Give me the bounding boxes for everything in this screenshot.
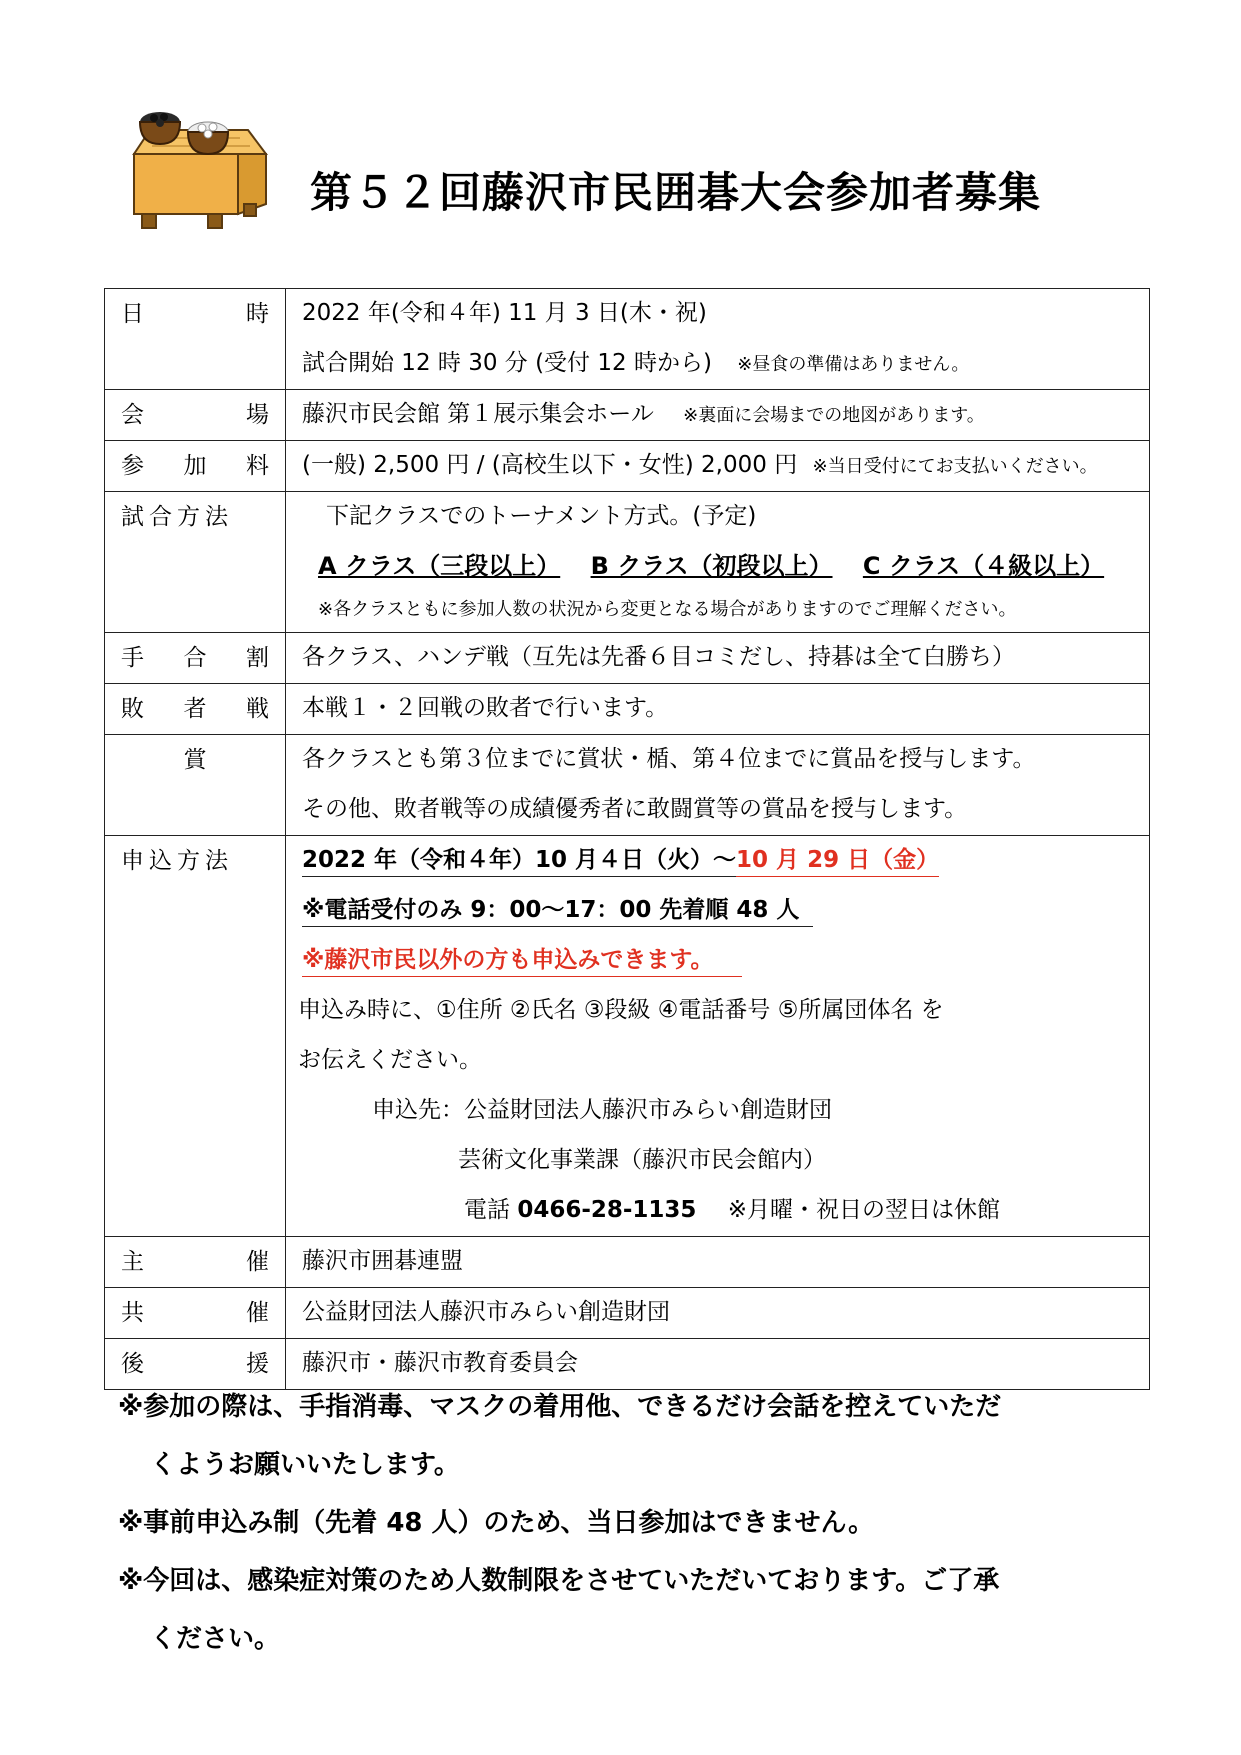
row-method	[105, 492, 1150, 633]
handicap-text: 各クラス、ハンデ戦（互先は先番６目コミだし、持碁は全て白勝ち）	[302, 644, 1015, 670]
prize-line1: 各クラスとも第３位までに賞状・楯、第４位までに賞品を授与します。	[302, 746, 1036, 772]
phone-number: 0466-28-1135	[517, 1197, 697, 1223]
apply-destination: 申込先：公益財団法人藤沢市みらい創造財団	[372, 1097, 832, 1123]
label-cohost: 共 催	[105, 1288, 286, 1339]
note-limit-line1: ※今回は、感染症対策のため人数制限をさせていただいております。ご了承	[118, 1566, 1000, 1596]
lunch-note: ※昼食の準備はありません。	[737, 354, 970, 375]
fee-text: (一般) 2,500 円 / (高校生以下・女性) 2,000 円	[302, 452, 798, 478]
apply-phone: 電話 0466-28-1135 ※月曜・祝日の翌日は休館	[464, 1197, 1001, 1223]
label-losers: 敗 者 戦	[105, 684, 286, 735]
label-handicap: 手 合 割	[105, 633, 286, 684]
row-venue	[105, 390, 1150, 441]
label-method: 試合方法	[105, 492, 286, 633]
method-note: ※各クラスともに参加人数の状況から変更となる場合がありますのでご理解ください。	[318, 599, 1017, 620]
row-cohost	[105, 1288, 1150, 1339]
row-losers	[105, 684, 1150, 735]
white-stones-bowl-icon	[188, 122, 228, 154]
label-apply: 申込方法	[105, 836, 286, 1237]
note-infection-line2: くようお願いいたします。	[150, 1450, 460, 1480]
start-time-line: 試合開始 12 時 30 分 (受付 12 時から) ※昼食の準備はありません。	[302, 350, 970, 376]
row-apply	[105, 836, 1150, 1237]
class-a: A クラス（三段以上）	[318, 552, 561, 580]
losers-text: 本戦１・２回戦の敗者で行います。	[302, 695, 669, 721]
support-text: 藤沢市・藤沢市教育委員会	[302, 1350, 578, 1376]
cohost-text: 公益財団法人藤沢市みらい創造財団	[302, 1299, 670, 1325]
note-limit-line2: ください。	[150, 1624, 281, 1654]
venue-map-note: ※裏面に会場までの地図があります。	[683, 405, 985, 426]
black-stones-bowl-icon	[140, 112, 180, 144]
apply-period: 2022 年（令和４年）10 月４日（火）～10 月 29 日（金）	[286, 836, 1149, 886]
note-preregistration: ※事前申込み制（先着 48 人）のため、当日参加はできません。	[118, 1508, 875, 1538]
apply-info-line2: お伝えください。	[298, 1047, 482, 1073]
phone-only-note: ※電話受付のみ 9：00～17：00 先着順 48 人	[302, 897, 813, 927]
fee-note: ※当日受付にてお支払いください。	[812, 456, 1098, 477]
class-list	[286, 542, 1149, 592]
apply-department: 芸術文化事業課（藤沢市民会館内）	[458, 1147, 826, 1173]
row-host	[105, 1237, 1150, 1288]
outside-residents-note: ※藤沢市民以外の方も申込みできます。	[302, 947, 742, 977]
event-info-table	[104, 288, 1150, 1390]
row-fee	[105, 441, 1150, 492]
venue-text: 藤沢市民会館 第１展示集会ホール	[302, 401, 654, 427]
method-text: 下記クラスでのトーナメント方式。(予定)	[326, 503, 757, 529]
go-board-illustration	[120, 108, 268, 244]
prize-line2: その他、敗者戦等の成績優秀者に敢闘賞等の賞品を授与します。	[302, 796, 968, 822]
row-prize	[105, 735, 1150, 836]
host-text: 藤沢市囲碁連盟	[302, 1248, 463, 1274]
label-prize: 賞	[105, 735, 286, 836]
apply-deadline: 10 月 29 日（金）	[736, 847, 939, 877]
row-handicap	[105, 633, 1150, 684]
apply-info-line1: 申込み時に、①住所 ②氏名 ③段級 ④電話番号 ⑤所属団体名 を	[298, 997, 944, 1023]
label-host: 主 催	[105, 1237, 286, 1288]
class-c: C クラス（４級以上）	[862, 552, 1105, 580]
page-title: 第５２回藤沢市民囲碁大会参加者募集	[310, 168, 1042, 217]
row-date	[105, 289, 1150, 390]
label-support: 後 援	[105, 1339, 286, 1390]
date-line: 2022 年(令和４年) 11 月 3 日(木・祝)	[302, 300, 707, 326]
footer-notes	[118, 1378, 1138, 1668]
label-date: 日 時	[105, 289, 286, 390]
closed-note: ※月曜・祝日の翌日は休館	[727, 1197, 1001, 1223]
class-b: B クラス（初段以上）	[590, 552, 833, 580]
note-infection-line1: ※参加の際は、手指消毒、マスクの着用他、できるだけ会話を控えていただ	[118, 1392, 1002, 1422]
label-fee: 参 加 料	[105, 441, 286, 492]
label-venue: 会 場	[105, 390, 286, 441]
